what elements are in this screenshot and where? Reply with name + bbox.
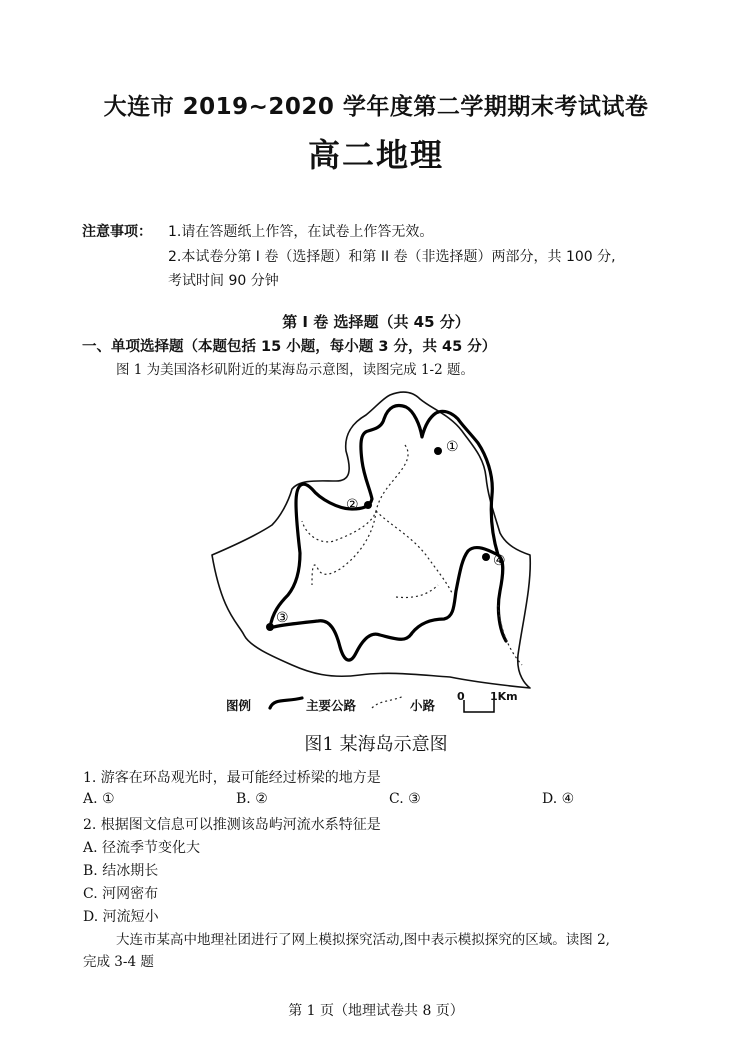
part-title: 一、单项选择题（本题包括 15 小题，每小题 3 分，共 45 分） [82, 339, 497, 355]
legend-road-symbol [266, 692, 306, 714]
question-2-option-b[interactable]: B. 结冰期长 [83, 863, 159, 879]
question-2-option-d[interactable]: D. 河流短小 [83, 909, 159, 925]
notice-line-3: 考试时间 90 分钟 [168, 273, 279, 289]
scale-unit: 1Km [490, 690, 518, 703]
marker-3: ③ [276, 610, 289, 626]
legend-trail-label: 小路 [410, 698, 436, 713]
legend-trail-symbol [368, 692, 408, 714]
question-2-option-a[interactable]: A. 径流季节变化大 [83, 840, 201, 856]
notice-label: 注意事项： [82, 224, 152, 240]
point-4-dot [482, 553, 490, 561]
passage-line-1: 大连市某高中地理社团进行了网上模拟探究活动,图中表示模拟探究的区域。读图 2, [116, 932, 610, 948]
point-1-dot [434, 447, 442, 455]
marker-1: ① [446, 439, 459, 455]
question-1-option-d[interactable]: D. ④ [542, 791, 575, 807]
marker-4: ④ [493, 553, 506, 569]
notice-line-1: 1.请在答题纸上作答，在试卷上作答无效。 [168, 224, 434, 240]
legend-road-label: 主要公路 [306, 698, 357, 713]
notice-line-2: 2.本试卷分第 I 卷（选择题）和第 II 卷（非选择题）两部分，共 100 分, [168, 249, 616, 265]
question-2-option-c[interactable]: C. 河网密布 [83, 886, 159, 902]
question-1-option-b[interactable]: B. ② [236, 791, 268, 807]
question-2-stem: 2. 根据图文信息可以推测该岛屿河流水系特征是 [83, 817, 381, 833]
figure-intro: 图 1 为美国洛杉矶附近的某海岛示意图，读图完成 1-2 题。 [116, 362, 474, 378]
scale-zero: 0 [457, 690, 465, 703]
island-map [200, 385, 540, 720]
exam-title: 大连市 2019~2020 学年度第二学期期末考试试卷 [103, 94, 649, 120]
exam-subject: 高二地理 [307, 136, 444, 174]
question-1-stem: 1. 游客在环岛观光时，最可能经过桥梁的地方是 [83, 770, 381, 786]
marker-2: ② [346, 497, 359, 513]
page-footer: 第 1 页（地理试卷共 8 页） [288, 1003, 464, 1019]
point-2-dot [364, 501, 372, 509]
legend-label: 图例 [226, 698, 252, 713]
figure-caption: 图1 某海岛示意图 [304, 734, 448, 755]
question-1-option-c[interactable]: C. ③ [389, 791, 421, 807]
question-1-option-a[interactable]: A. ① [83, 791, 115, 807]
passage-line-2: 完成 3-4 题 [83, 954, 154, 970]
section-title: 第 I 卷 选择题（共 45 分） [282, 313, 470, 331]
coastline [212, 392, 530, 688]
point-3-dot [266, 623, 274, 631]
